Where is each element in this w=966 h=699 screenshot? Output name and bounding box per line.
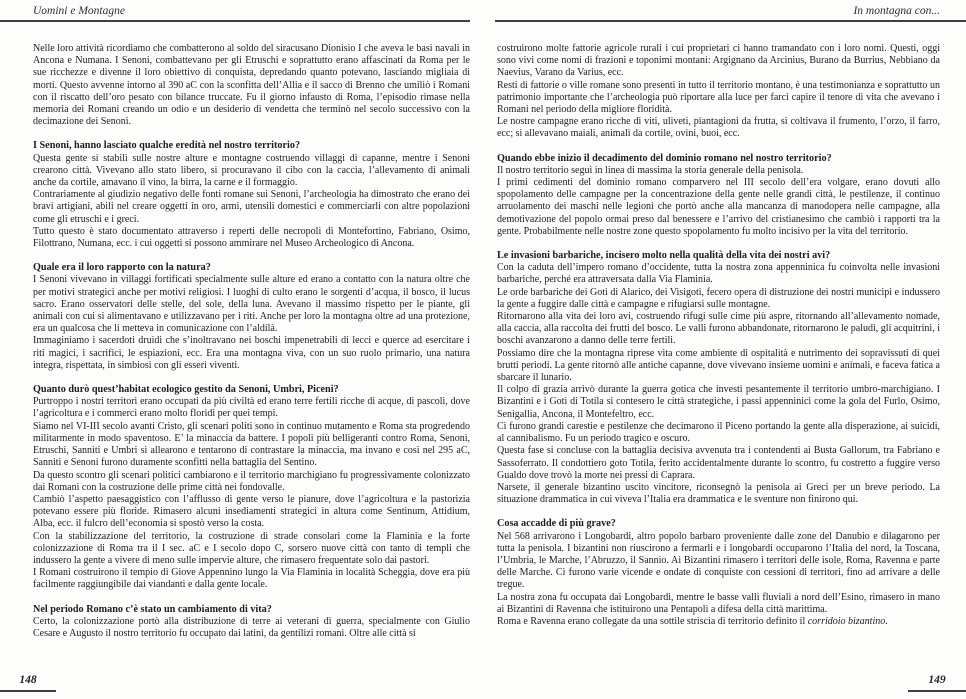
paragraph: Il nostro territorio seguì in linea di massima la storia generale della penisola.: [497, 164, 804, 176]
question-heading: Quale era il loro rapporto con la natura?: [33, 262, 211, 274]
paragraph: Immaginiamo i sacerdoti druidi che s’inoltravano nei boschi impenetrabili di lecci e querce ad esercitare i riti magici, i sacrifici, le espiazioni, ecc. Era una montagna viva, con un suo ruolo primario, una natura integra, rispettata, in simbiosi con gli esseri viventi.: [33, 335, 470, 371]
paragraph: Ci furono grandi carestie e pestilenze che decimarono il Piceno portando la gente alla disperazione, ai suicidi, al cannibalismo. Fu un periodo tragico e oscuro.: [497, 420, 940, 445]
question-heading: Le invasioni barbariche, incisero molto nella qualità della vita dei nostri avi?: [497, 250, 831, 262]
head-rule-left: [0, 20, 470, 22]
page-right: [483, 0, 966, 699]
paragraph: Le nostre campagne erano ricche di viti, uliveti, piantagioni da frutta, si coltivava il frumento, l’orzo, il farro, ecc; si allevavano maiali, animali da cortile, ovini, buoi, ecc.: [497, 116, 940, 140]
paragraph: Resti di fattorie o ville romane sono presenti in tutto il territorio montano, è una testimonianza e soprattutto un patrimonio importante che l’archeologia può riportare alla luce per farci capire il tenore di vita che avevano i Romani nel periodo della migliore floridità.: [497, 79, 940, 116]
paragraph: Il colpo di grazia arrivò durante la guerra gotica che investì pesantemente il territorio umbro-marchigiano. I Bizantini e i Goti di Totila si contesero le città strategiche, i passi appenninici come la gola del Furlo, Osimo, Senigallia, Ancona, il Montefeltro, ecc.: [497, 384, 940, 420]
paragraph: Tutto questo è stato documentato attraverso i reperti delle necropoli di Montefortino, Fabriano, Osimo, Filottrano, Numana, ecc. i cui oggetti si possono ammirare nel Museo Archeologico di Ancona.: [33, 225, 470, 250]
closing-italic-term: corridoio bizantino: [807, 615, 886, 627]
question-heading: I Senoni, hanno lasciato qualche eredità nel nostro territorio?: [33, 140, 301, 152]
page-number-right: 149: [908, 674, 966, 692]
question-heading: Quando ebbe inizio il decadimento del dominio romano nel nostro territorio?: [497, 152, 832, 164]
page-number-left: 148: [0, 674, 56, 692]
paragraph: Nel 568 arrivarono i Longobardi, altro popolo barbaro proveniente dalle zone del Danubio e dilagarono per tutta la penisola. I bizantini non riuscirono a fermarli e i longobardi occuparono l’Italia del nord, la Toscana, l’Umbria, le Marche, l’Abruzzo, il Sannio. Ai Bizantini rimasero i territori delle isole, Roma, Ravenna e parte delle Marche. Ci furono varie vicende e ondate di conquiste con cessioni di territori, fino ad arrivare a delle tregue.: [497, 530, 940, 591]
paragraph: Ritornarono alla vita dei loro avi, costruendo rifugi sulle cime più aspre, ritornando all’allevamento nomade, alla caccia, alla raccolta dei frutti del bosco. Le valli furono abbandonate, ritornarono le paludi, gli acquitrini, i boschi avanzarono a danno delle terre fertili.: [497, 311, 940, 347]
paragraph: Narsete, il generale bizantino uscito vincitore, riconsegnò la penisola ai Greci per un breve periodo. La situazione drammatica in cui viveva l’Italia era drammatica e le sventure non finirono qui.: [497, 481, 940, 506]
paragraph: Da questo scontro gli scenari politici cambiarono e il territorio marchigiano fu progressivamente colonizzato dai Romani con la costruzione delle prime città nei fondovalle.: [33, 469, 470, 493]
body-text-right: [497, 43, 940, 628]
question-heading: Quanto durò quest’habitat ecologico gestito da Senoni, Umbri, Piceni?: [33, 384, 339, 396]
paragraph: costruirono molte fattorie agricole rurali i cui proprietari ci hanno tramandato con i loro nomi. Questi, oggi sono vivi come nomi di frazioni e toponimi montani: Argignano da Arcinius, Burano da Burrius, Nebbiano da Naevius, Varano da Varius, ecc.: [497, 43, 940, 79]
paragraph: I Senoni vivevano in villaggi fortificati specialmente sulle alture ed erano a contatto con la natura oltre che per motivi strategici anche per motivi religiosi. I luoghi di culto erano le sorgenti d’acqua, il bosco, il lucus sacro. Erano osservatori delle stelle, del sole, della luna. Avevano il massimo rispetto per le piante, gli animali con cui si alimentavano e utilizzavano per i riti. Anche per loro la montagna oltre ad una protezione, era un qualcosa che li metteva in comunicazione con l’aldilà.: [33, 274, 470, 335]
paragraph: Con la caduta dell’impero romano d’occidente, tutta la nostra zona appenninica fu coinvolta nelle invasioni barbariche, perché era attraversata dalla Via Flaminia.: [497, 262, 940, 286]
closing-tail: .: [885, 615, 888, 627]
closing-paragraph: [497, 616, 940, 628]
body-text-left: [33, 43, 470, 640]
paragraph: Cambiò l’aspetto paesaggistico con l’afflusso di gente verso le pianure, dove l’agricoltura e la pastorizia potevano essere più floride. Rimasero alcuni insediamenti strategici in altura come Sentinum, Attidium, Alba, ecc. il fulcro dell’economia si spostò verso la costa.: [33, 493, 470, 530]
paragraph: Purtroppo i nostri territori erano occupati da più civiltà ed erano terre fertili ricche di acque, di pascoli, dove l’agricoltura e i commerci erano molto floridi per quei tempi.: [33, 396, 470, 420]
paragraph: Contrariamente al giudizio negativo delle fonti romane sui Senoni, l’archeologia ha dimostrato che erano dei bravi artigiani, abili nel creare oggetti in oro, armi, utensili domestici e commerciarli con altre popolazioni come gli etruschi e i greci.: [33, 189, 470, 225]
closing-lead: Roma e Ravenna erano collegate da una sottile striscia di territorio definito il: [497, 615, 808, 627]
running-head-right: In montagna con...: [853, 5, 940, 17]
paragraph: Questa gente si stabilì sulle nostre alture e montagne costruendo villaggi di capanne, mentre i Senoni crearono città. Vivevano allo stato libero, si procuravano il cibo con la caccia, l’allevamento di animali anche da cortile, amavano il vino, la birra, la carne e il formaggio.: [33, 152, 470, 189]
paragraph: Con la stabilizzazione del territorio, la costruzione di strade consolari come la Flaminia e la forte colonizzazione di Roma tra il I sec. aC e I secolo dopo C, sorsero nuove città con tanto di templi che indussero la gente a vivere di meno sulle impervie alture, che rimasero frequentate solo dai pastori.: [33, 530, 470, 566]
paragraph: Questa fase si concluse con la battaglia decisiva avvenuta tra i contendenti ai Busta Gallorum, tra Fabriano e Sassoferrato. Il condottiero goto Totila, ferito accidentalmente durante lo scontro, fu costretto a fuggire verso Gualdo dove trovò la morte nei pressi di Caprara.: [497, 445, 940, 481]
paragraph: Le orde barbariche dei Goti di Alarico, dei Visigoti, fecero opera di distruzione dei nostri municipi e indussero la gente a fuggire dalle città e campagne e rifugiarsi sulle montagne.: [497, 286, 940, 310]
head-rule-right: [495, 20, 966, 22]
paragraph: Siamo nel VI-III secolo avanti Cristo, gli scenari politi sono in continuo mutamento e Roma sta progredendo militarmente in modo spaventoso. E’ la minaccia da battere. I popoli più belligeranti contro Roma, Senoni, Etruschi, Sanniti e Umbri si allearono e tentarono di contrastare la minaccia, ma invano e così nel 295 aC, Sanniti e Senoni furono duramente sconfitti nella battaglia del Sentino.: [33, 420, 470, 469]
paragraph: Certo, la colonizzazione portò alla distribuzione di terre ai veterani di guerra, specialmente con Giulio Cesare e Augusto il nostro territorio fu occupato dai latini, da gentilizi romani. Oltre alle città si: [33, 615, 470, 639]
paragraph: La nostra zona fu occupata dai Longobardi, mentre le basse valli fluviali a nord dell’Esino, rimasero in mano ai Bizantini di Ravenna che istituirono una Pentapoli a difesa della città marittima.: [497, 591, 940, 615]
question-heading: Cosa accadde di più grave?: [497, 518, 616, 530]
paragraph: Nelle loro attività ricordiamo che combatterono al soldo del siracusano Dionisio I che aveva le basi navali in Ancona e Numana. I Senoni, combattevano per gli Etruschi e soprattutto erano affascinati da Roma per le sue ricchezze e divenne il loro obiettivo di conquista, depredando quanto potevano, lasciando migliaia di morti. Questo avvenne intorno al 390 aC con la sconfitta dell’Allia e il sacco di Brenno che umiliò i Romani con il riscatto dell’oro pesato con bilance truccate. Fu il giorno infausto di Roma, l’episodio rimase nella memoria dei Romani creando un odio e un desiderio di vendetta che terminò nel secolo successivo con la decimazione dei Senoni.: [33, 43, 470, 128]
paragraph: Possiamo dire che la montagna riprese vita come ambiente di ospitalità e nutrimento dei sopravissuti di quei brutti periodi. La gente ritornò alle antiche capanne, dove vivevano insieme uomini e animali, e faceva fatica a sbarcare il lunario.: [497, 347, 940, 384]
paragraph: I primi cedimenti del dominio romano comparvero nel III secolo dell’era volgare, erano dovuti allo spopolamento delle campagne per la concentrazione della gente nelle grandi città, le pestilenze, il continuo arruolamento dei maschi nelle legioni che portò anche alla mancanza di manodopera nelle campagne, alla demotivazione del popolo ormai preso dal benessere e l’arrivo del cristianesimo che cambiò i rapporti tra la gente. Probabilmente nelle nostre zone questo spopolamento fu molto incisivo per la vita del territorio.: [497, 177, 940, 237]
running-head-left: Uomini e Montagne: [33, 5, 125, 17]
question-heading: Nel periodo Romano c’è stato un cambiamento di vita?: [33, 603, 272, 615]
paragraph: I Romani costruirono il tempio di Giove Appennino lungo la Via Flaminia in località Scheggia, dove era più facilmente raggiungibile dai viandanti e dalla gente locale.: [33, 567, 470, 591]
